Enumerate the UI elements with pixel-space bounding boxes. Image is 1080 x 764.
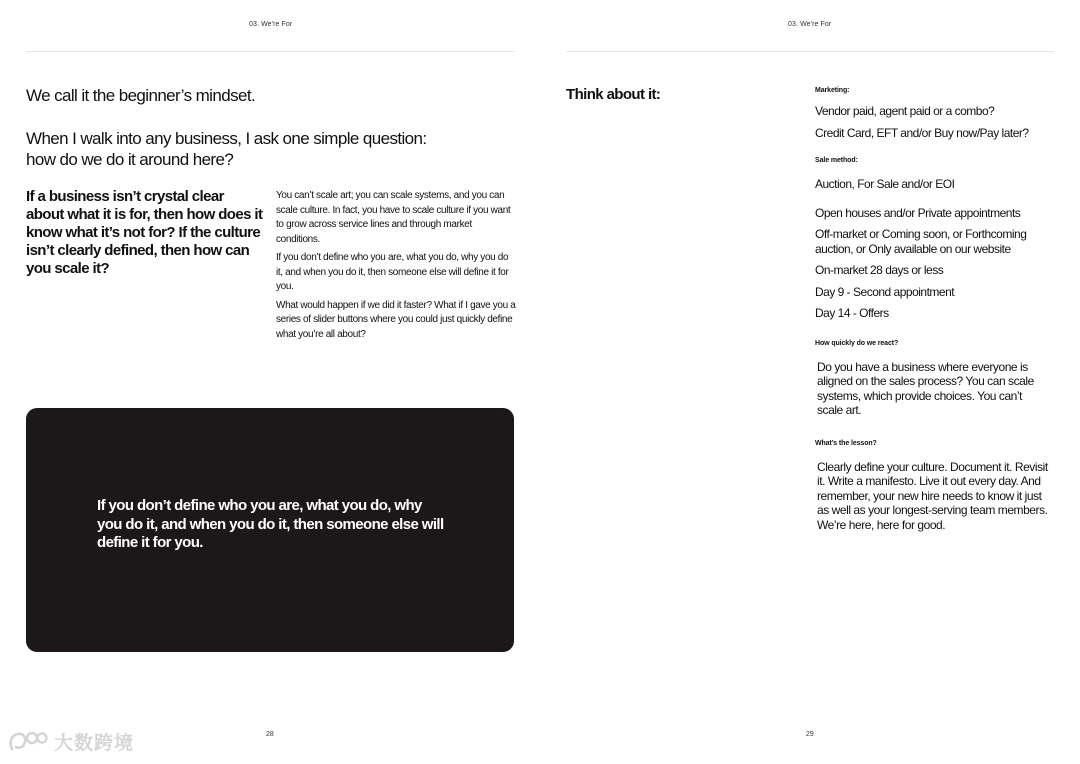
- running-head: 03. We're For: [788, 21, 832, 28]
- watermark-text: 大数跨境: [54, 732, 135, 754]
- list-item: Open houses and/or Private appointments: [815, 205, 1021, 220]
- watermark: [8, 728, 134, 755]
- intro-line: We call it the beginner’s mindset.: [26, 86, 256, 105]
- header-divider: [26, 51, 515, 52]
- quote-card: [26, 408, 514, 652]
- question-text: [26, 128, 496, 170]
- section-label-react: How quickly do we react?: [815, 339, 899, 347]
- header-divider: [566, 51, 1054, 52]
- question-line-2: how do we do it around here?: [26, 150, 234, 169]
- list-item: Auction, For Sale and/or EOI: [815, 177, 955, 191]
- running-head: 03. We're For: [249, 21, 293, 28]
- list-item: Off-market or Coming soon, or Forthcoming auction, or Only available on our website: [815, 227, 1027, 256]
- question-line-1: When I walk into any business, I ask one simple question:: [26, 129, 427, 148]
- body-copy: [276, 189, 516, 346]
- list-item: Day 14 - Offers: [815, 306, 889, 320]
- body-paragraph: If you don’t define who you are, what you do, why you do it, and when you do it, then someone else will define it for you.: [276, 252, 509, 292]
- right-page: [540, 0, 1080, 764]
- pull-heading: If a business isn’t crystal clear about what it is for, then how does it know what it’s not for? If the culture isn’t clearly defined, then how can you scale it?: [26, 188, 263, 277]
- section-label-lesson: What’s the lesson?: [815, 439, 877, 447]
- list-item: On-market 28 days or less: [815, 263, 944, 277]
- list-item: Credit Card, EFT and/or Buy now/Pay later?: [815, 125, 1029, 140]
- section-label-marketing: Marketing:: [815, 87, 850, 94]
- list-item: Day 9 - Second appointment: [815, 284, 955, 299]
- body-paragraph: You can’t scale art; you can scale systems, and you can scale culture. In fact, you have to scale culture if you want to grow across service lines and through market conditions.: [276, 190, 511, 245]
- list-item: Vendor paid, agent paid or a combo?: [815, 104, 995, 118]
- brand-logo-icon: [8, 729, 48, 755]
- lesson-paragraph: Clearly define your culture. Document it. Revisit it. Write a manifesto. Live it out every day. And remember, your new hire needs to know it just as well as your longest-serving team members. We’re here, here for good.: [817, 459, 1048, 532]
- page-number: 29: [806, 731, 814, 738]
- checklist-column: [815, 86, 1050, 532]
- body-paragraph: What would happen if we did it faster? What if I gave you a series of slider buttons where you could just quickly define what you’re all about?: [276, 299, 516, 340]
- page-number: 28: [266, 731, 274, 738]
- think-heading: Think about it:: [566, 86, 661, 103]
- quote-text: If you don’t define who you are, what you do, why you do it, and when you do it, then someone else will define it for you.: [97, 497, 444, 551]
- react-paragraph: Do you have a business where everyone is aligned on the sales process? You can scale systems, which provide choices. You can’t scale art.: [817, 359, 1034, 417]
- section-label-sale-method: Sale method:: [815, 157, 858, 164]
